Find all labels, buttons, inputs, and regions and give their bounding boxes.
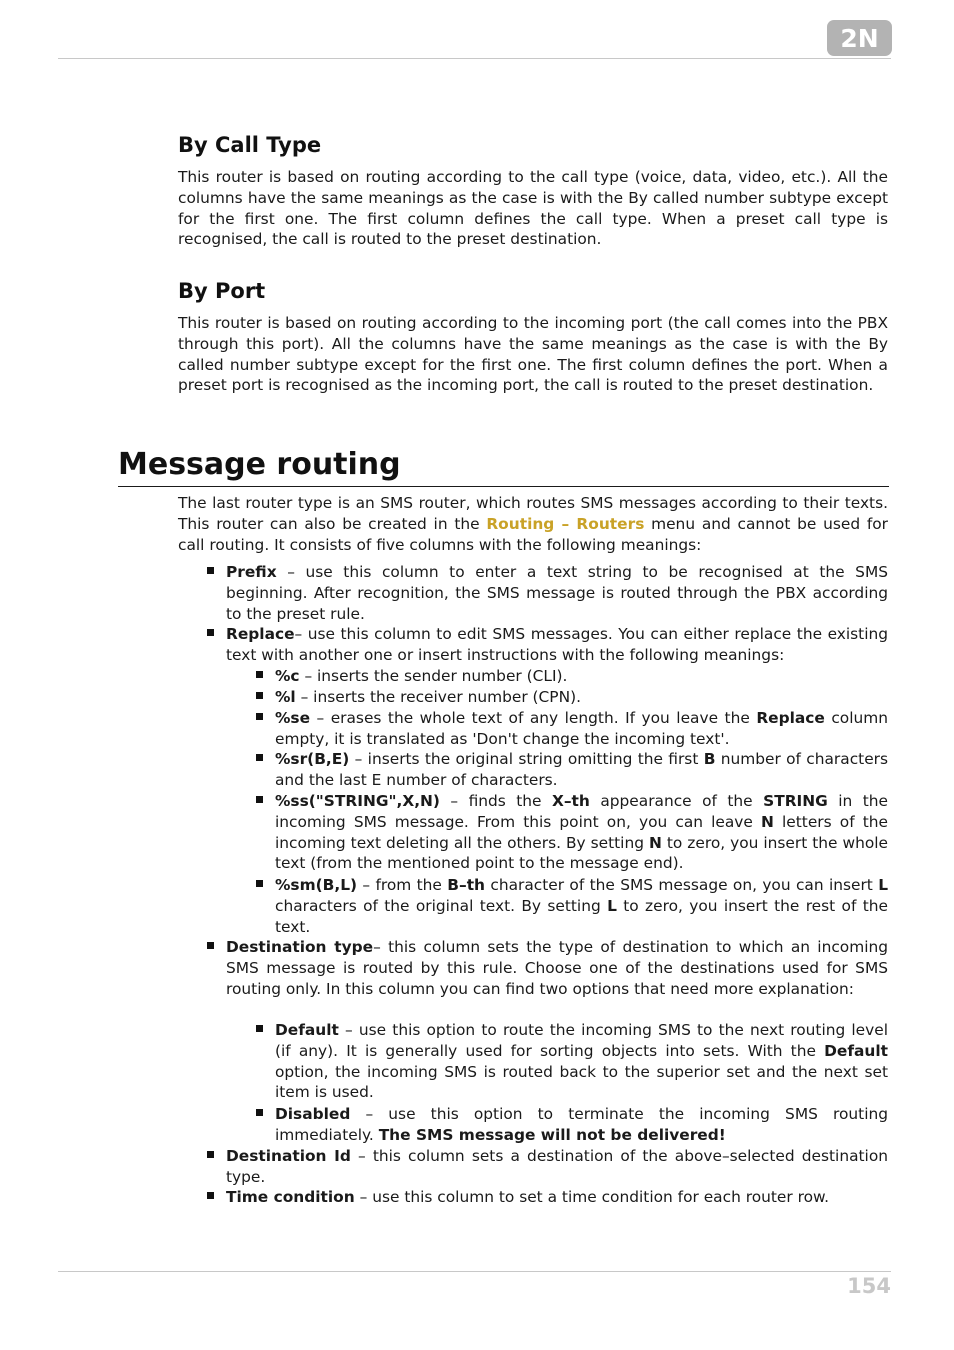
list-item-prefix: Prefix – use this column to enter a text string to be recognised at the SMS beginning. After recognition, the SMS message is routed through the PBX according to the preset rule. (226, 563, 888, 623)
bullet-icon (256, 754, 263, 761)
section-heading-by-call-type: By Call Type (178, 133, 322, 157)
bullet-icon (256, 1109, 263, 1116)
bullet-icon (207, 567, 214, 574)
list-item-default: Default – use this option to route the incoming SMS to the next routing level (if any). It is generally used for sorting objects into sets. With the Default option, the incoming SMS is routed back to the superior set and the next set item is used. (275, 1021, 888, 1102)
list-item-destination-type: Destination type– this column sets the type of destination to which an incoming SMS message is routed by this rule. Choose one of the destinations used for SMS routing only. In this column you can find two options that need more explanation: (226, 938, 889, 998)
section-heading-by-port: By Port (178, 279, 266, 303)
chapter-heading-message-routing: Message routing (118, 447, 401, 482)
bullet-icon (207, 942, 214, 949)
list-item-replace: Replace– use this column to edit SMS messages. You can either replace the existing text with another one or insert instructions with the following meanings: (226, 625, 888, 664)
bullet-icon (256, 796, 263, 803)
menu-link-routing-routers[interactable]: Routing – Routers (486, 514, 645, 533)
list-item-destination-id: Destination Id – this column sets a destination of the above–selected destination type. (226, 1147, 888, 1186)
header-rule (58, 58, 891, 59)
page-number: 154 (847, 1274, 891, 1298)
list-item-percent-l: %l – inserts the receiver number (CPN). (275, 688, 581, 706)
bullet-icon (256, 713, 263, 720)
list-item-time-condition: Time condition – use this column to set a time condition for each router row. (226, 1188, 830, 1206)
list-item-percent-c: %c – inserts the sender number (CLI). (275, 667, 568, 685)
paragraph-by-port: This router is based on routing according to the incoming port (the call comes into the PBX through this port). All the columns have the same meanings as the case is with the By called number subtype except for the first one. The first column defines the port. When a preset port is recognised as the incoming port, the call is routed to the preset destination. (178, 314, 888, 395)
bullet-icon (256, 880, 263, 887)
footer-rule (58, 1271, 891, 1272)
paragraph-message-routing-intro: The last router type is an SMS router, which routes SMS messages according to their texts. This router can also be created in the Routing – Routers menu and cannot be used for call routing. It consists of five columns with the following meanings: (178, 494, 888, 554)
bullet-icon (256, 671, 263, 678)
bullet-icon (256, 692, 263, 699)
bullet-icon (207, 1192, 214, 1199)
list-item-disabled: Disabled – use this option to terminate the incoming SMS routing immediately. The SMS message will not be delivered! (275, 1105, 888, 1144)
bullet-icon (207, 629, 214, 636)
svg-text:2N: 2N (840, 24, 879, 53)
list-item-percent-sm: %sm(B,L) – from the B–th character of the SMS message on, you can insert L characters of the original text. By setting L to zero, you insert the rest of the text. (275, 876, 888, 936)
list-item-percent-se: %se – erases the whole text of any length. If you leave the Replace column empty, it is translated as 'Don't change the incoming text'. (275, 709, 888, 748)
list-item-percent-ss: %ss("STRING",X,N) – finds the X–th appearance of the STRING in the incoming SMS message. From this point on, you can leave N letters of the incoming text deleting all the others. By setting N to zero, you insert the whole text (from the mentioned point to the message end). (275, 792, 888, 873)
list-item-percent-sr: %sr(B,E) – inserts the original string omitting the first B number of characters and the last E number of characters. (275, 750, 889, 789)
brand-logo (827, 20, 892, 56)
chapter-heading-rule (118, 486, 889, 487)
paragraph-by-call-type: This router is based on routing according to the call type (voice, data, video, etc.). All the columns have the same meanings as the case is with the By called number subtype except for the first one. The first column defines the call type. When a preset call type is recognised, the call is routed to the preset destination. (178, 168, 888, 249)
bullet-icon (207, 1151, 214, 1158)
bullet-icon (256, 1025, 263, 1032)
